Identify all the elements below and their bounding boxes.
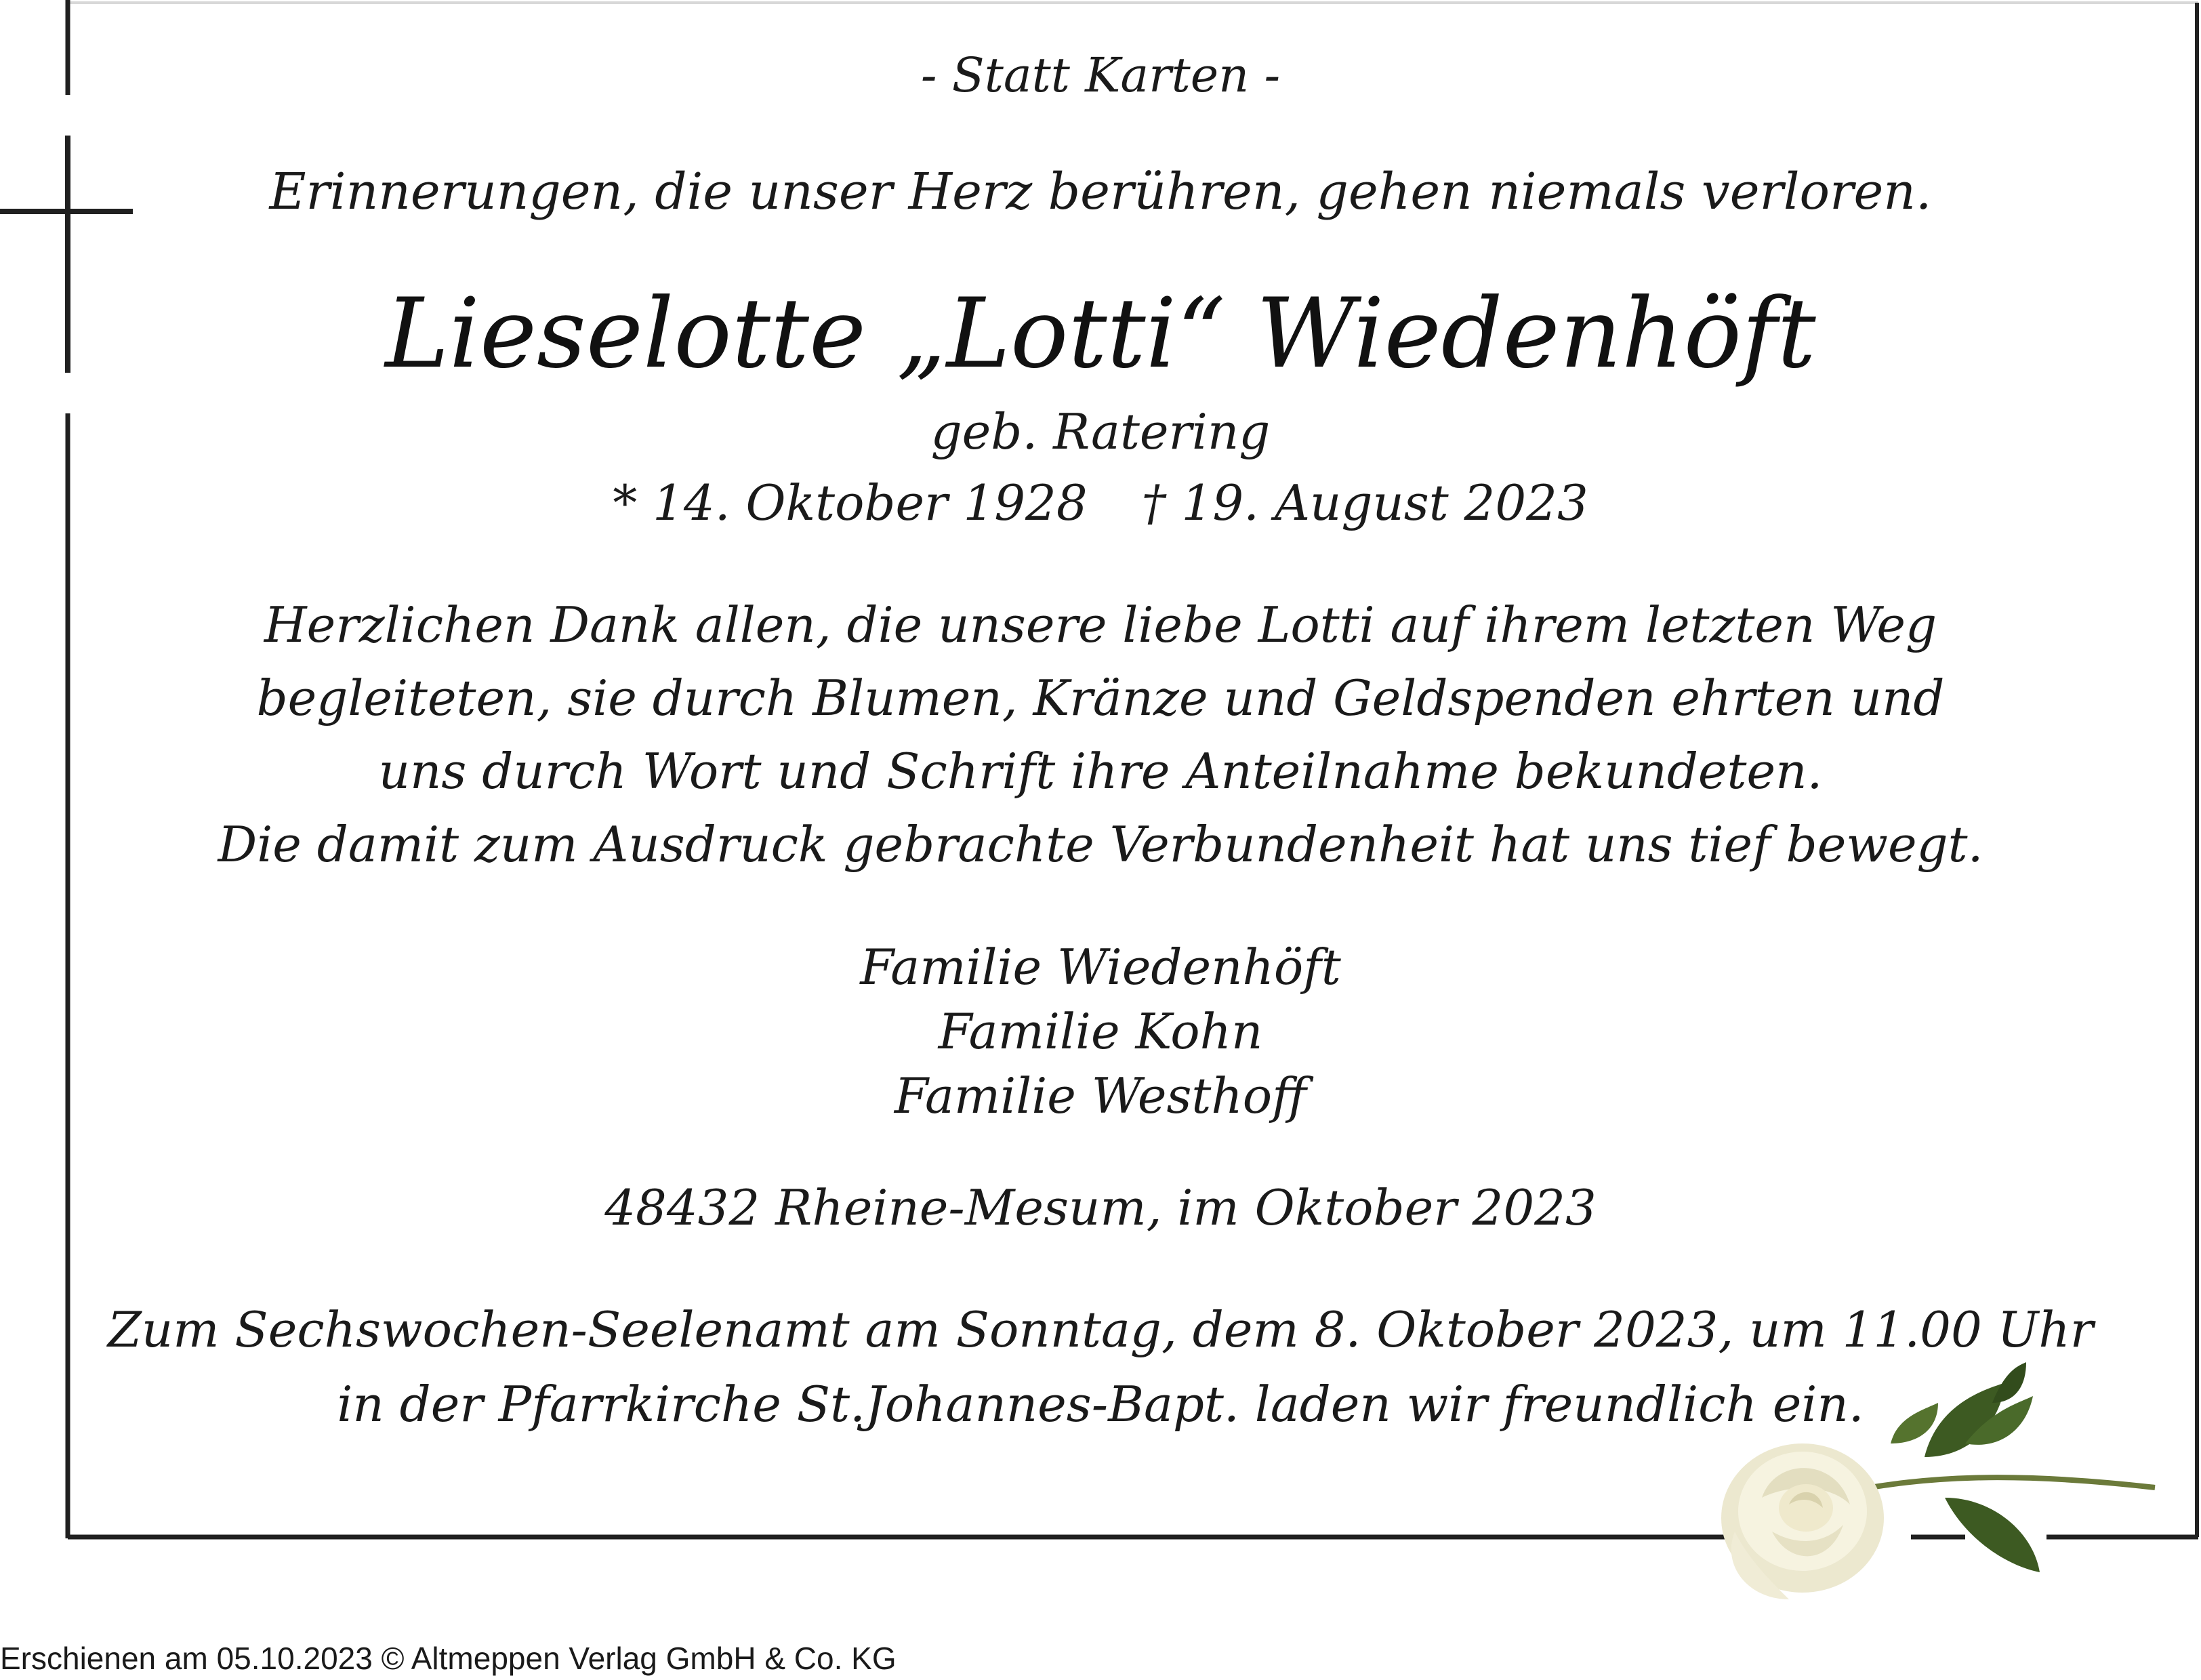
deceased-name: Lieselotte „Lotti“ Wiedenhöft: [385, 278, 1816, 390]
place-date: 48432 Rheine-Mesum, im Oktober 2023: [604, 1179, 1597, 1236]
service-line: Zum Sechswochen-Seelenamt am Sonntag, dem 8. Oktober 2023, um 11.00 Uhr: [107, 1301, 2094, 1358]
motto-text: Erinnerungen, die unser Herz berühren, gehen niemals verloren.: [269, 163, 1932, 221]
death-date: † 19. August 2023: [1141, 474, 1588, 531]
publication-credit: Erschienen am 05.10.2023 © Altmeppen Verlag GmbH & Co. KG: [0, 1641, 897, 1676]
rose-icon: [1721, 1362, 2168, 1620]
family-name: Familie Wiedenhöft: [860, 939, 1341, 996]
thanks-line: Herzlichen Dank allen, die unsere liebe Lotti auf ihrem letzten Weg: [264, 596, 1937, 653]
service-line: in der Pfarrkirche St.Johannes-Bapt. laden wir freundlich ein.: [337, 1376, 1864, 1433]
intro-text: - Statt Karten -: [920, 47, 1281, 103]
life-dates: [0, 474, 2201, 531]
thanks-line: begleiteten, sie durch Blumen, Kränze und Geldspenden ehrten und: [256, 670, 1945, 726]
family-name: Familie Westhoff: [894, 1067, 1307, 1124]
thanks-line: uns durch Wort und Schrift ihre Anteilnahme bekundeten.: [378, 743, 1823, 800]
maiden-name: geb. Ratering: [930, 403, 1271, 460]
birth-date: * 14. Oktober 1928: [613, 474, 1088, 531]
thanks-line: Die damit zum Ausdruck gebrachte Verbundenheit hat uns tief bewegt.: [218, 816, 1983, 873]
family-name: Familie Kohn: [938, 1003, 1263, 1060]
